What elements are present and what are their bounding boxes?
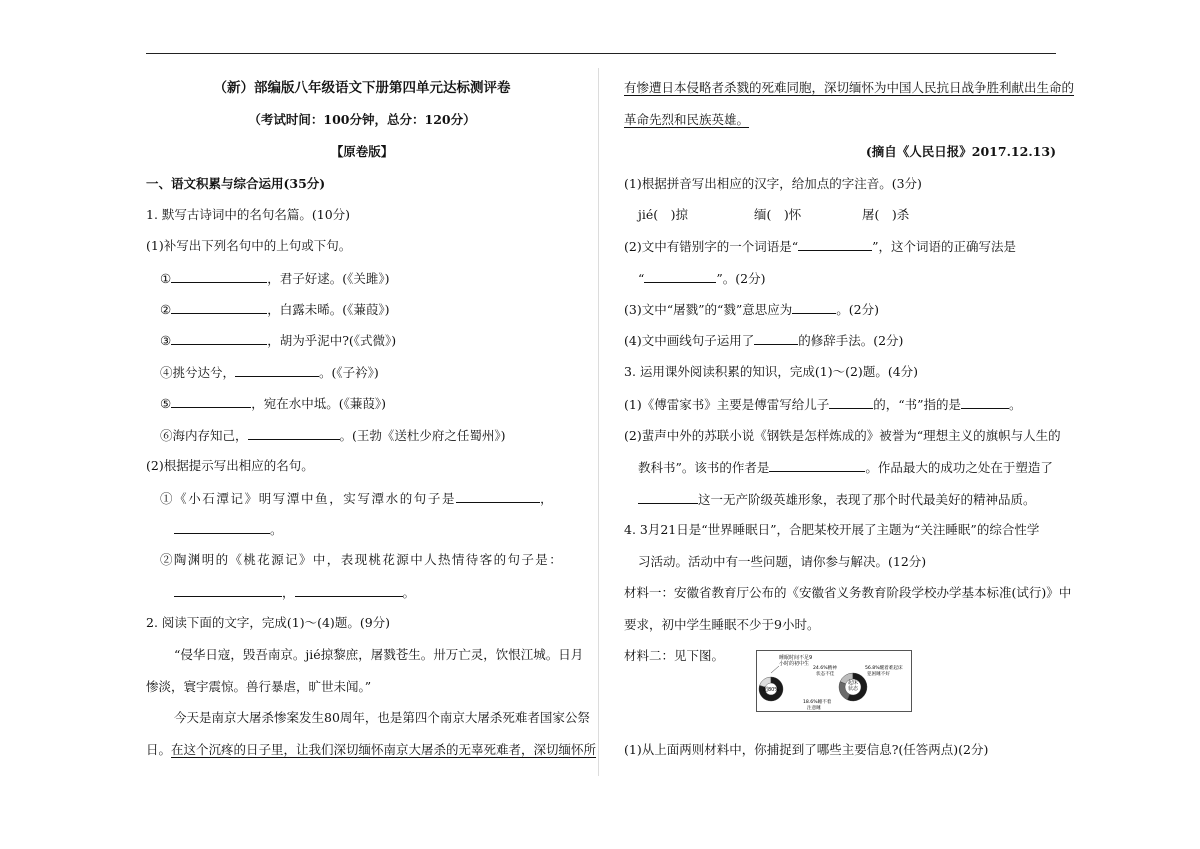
question-2-2: (2)文中有错别字的一个词语是“ ”，这个词语的正确写法是 [624, 239, 1017, 254]
question-1-1: (1)补写出下列名句中的上句或下句。 [146, 238, 352, 253]
question-2-2-cont: “ ”。(2分) [638, 271, 766, 286]
pinyin-item-3: 屠( )杀 [862, 207, 910, 222]
label-3b: 犯困睡不好 [867, 672, 890, 677]
question-4-cont: 习活动。活动中有一些问题，请你参与解决。(12分) [638, 554, 927, 569]
donut-2-center-a: 起床 [847, 680, 859, 686]
question-3: 3. 运用课外阅读积累的知识，完成(1)～(2)题。(4分) [624, 364, 919, 379]
blank[interactable] [769, 459, 865, 472]
label-3a: 56.8%醒着难起床 [865, 666, 903, 671]
question-2-4: (4)文中画线句子运用了 的修辞手法。(2分) [624, 333, 904, 348]
question-4-1: (1)从上面两则材料中，你捕捉到了哪些主要信息?(任答两点)(2分) [624, 742, 989, 757]
sleep-chart-svg [757, 651, 911, 711]
question-1-2: (2)根据提示写出相应的名句。 [146, 458, 314, 473]
question-4: 4. 3月21日是“世界睡眠日”，合肥某校开展了主题为“关注睡眠”的综合性学 [624, 522, 1040, 537]
passage-line-6: 革命先烈和民族英雄。 [624, 112, 750, 127]
passage-line-1: “侵华日寇，毁吾南京。jié掠黎庶，屠戮苍生。卅万亡灵，饮恨江城。日月 [174, 647, 584, 662]
blank[interactable] [174, 584, 282, 597]
sleep-survey-figure [756, 650, 912, 712]
blank[interactable] [295, 584, 403, 597]
blank[interactable] [235, 364, 319, 377]
top-rule [146, 53, 1056, 54]
label-1a: 睡眠时间不足9 [779, 655, 813, 661]
blank[interactable] [248, 427, 340, 440]
passage-line-4: 日。在这个沉疼的日子里，让我们深切缅怀南京大屠杀的无辜死难者，深切缅怀所 [146, 742, 597, 757]
prompt-a: ①《小石潭记》明写潭中鱼，实写潭水的句子是 ， [160, 491, 555, 506]
blank[interactable] [754, 332, 798, 345]
passage-source: (摘自《人民日报》2017.12.13) [865, 144, 1056, 159]
label-4b: 注意睡 [807, 706, 821, 711]
blank[interactable] [829, 396, 873, 409]
leader-line-1 [771, 666, 779, 673]
prompt-a-cont: 。 [174, 521, 283, 538]
section-heading: 一、语文积累与综合运用(35分) [146, 176, 326, 191]
blank[interactable] [644, 270, 716, 283]
blank[interactable] [171, 395, 251, 408]
pinyin-item-2: 缅( )怀 [754, 207, 802, 222]
blank[interactable] [961, 396, 1009, 409]
prompt-b-cont: ， 。 [174, 584, 415, 601]
question-3-2-cont: 教科书”。该书的作者是 。作品最大的成功之处在于塑造了 [638, 460, 1053, 475]
donut-1-center-label: 超80% [762, 687, 780, 693]
label-1b: 小时的初中生 [779, 661, 810, 667]
pinyin-item-1: jié( )掠 [638, 207, 689, 222]
passage-line-2: 惨淡，寰宇震惊。兽行暴虐，旷世未闻。” [146, 679, 372, 694]
underlined-sentence: 在这个沉疼的日子里，让我们深切缅怀南京大屠杀的无辜死难者，深切缅怀所 [171, 742, 597, 757]
fill-item-4: ④挑兮达兮， 。(《子衿》) [160, 365, 379, 380]
blank[interactable] [171, 332, 267, 345]
question-1: 1. 默写古诗词中的名句名篇。(10分) [146, 207, 351, 222]
material-1-cont: 要求，初中学生睡眠不少于9小时。 [624, 617, 820, 632]
question-2: 2. 阅读下面的文字，完成(1)～(4)题。(9分) [146, 615, 391, 630]
passage-line-3: 今天是南京大屠杀惨案发生80周年，也是第四个南京大屠杀死难者国家公祭 [174, 710, 590, 725]
page-title: （新）部编版八年级语文下册第四单元达标测评卷 [213, 80, 511, 96]
fill-item-1: ① ，君子好逑。(《关雎》) [160, 271, 390, 286]
question-3-1: (1)《傅雷家书》主要是傅雷写给儿子 的，“书”指的是 。 [624, 397, 1022, 412]
label-2a: 24.6%精神 [813, 666, 837, 671]
exam-info: （考试时间：100分钟，总分：120分） [248, 112, 476, 127]
question-2-1: (1)根据拼音写出相应的汉字，给加点的字注音。(3分) [624, 176, 922, 191]
fill-item-5: ⑤ ，宛在水中坻。(《蒹葭》) [160, 396, 386, 411]
version-label: 【原卷版】 [330, 144, 394, 159]
question-3-2: (2)蜚声中外的苏联小说《钢铁是怎样炼成的》被誉为“理想主义的旗帜与人生的 [624, 428, 1061, 443]
donut-slice-2 [760, 677, 771, 687]
blank[interactable] [171, 301, 267, 314]
label-2b: 状态不佳 [816, 672, 835, 677]
fill-item-6: ⑥海内存知己， 。(王勃《送杜少府之任蜀州》) [160, 428, 506, 443]
label-4a: 18.6%睡不着 [803, 700, 832, 705]
blank[interactable] [174, 521, 270, 534]
blank[interactable] [171, 270, 267, 283]
question-2-3: (3)文中“屠戮”的“戮”意思应为 。(2分) [624, 302, 879, 317]
blank[interactable] [798, 238, 872, 251]
blank[interactable] [456, 490, 540, 503]
blank[interactable] [792, 301, 836, 314]
blank[interactable] [638, 491, 698, 504]
material-2: 材料二：见下图。 [624, 648, 725, 663]
fill-item-3: ③ ，胡为乎泥中?(《式微》) [160, 333, 397, 348]
donut-2-center-b: 状态 [847, 686, 859, 692]
column-divider [598, 68, 599, 776]
passage-line-5: 有惨遭日本侵略者杀戮的死难同胞，深切缅怀为中国人民抗日战争胜利献出生命的 [624, 80, 1075, 95]
fill-item-2: ② ，白露未晞。(《蒹葭》) [160, 302, 390, 317]
prompt-b: ②陶渊明的《桃花源记》中，表现桃花源中人热情待客的句子是： [160, 552, 564, 567]
question-3-2-cont-2: 这一无产阶级英雄形象，表现了那个时代最美好的精神品质。 [638, 491, 1036, 508]
material-1: 材料一：安徽省教育厅公布的《安徽省义务教育阶段学校办学基本标准(试行)》中 [624, 585, 1072, 600]
